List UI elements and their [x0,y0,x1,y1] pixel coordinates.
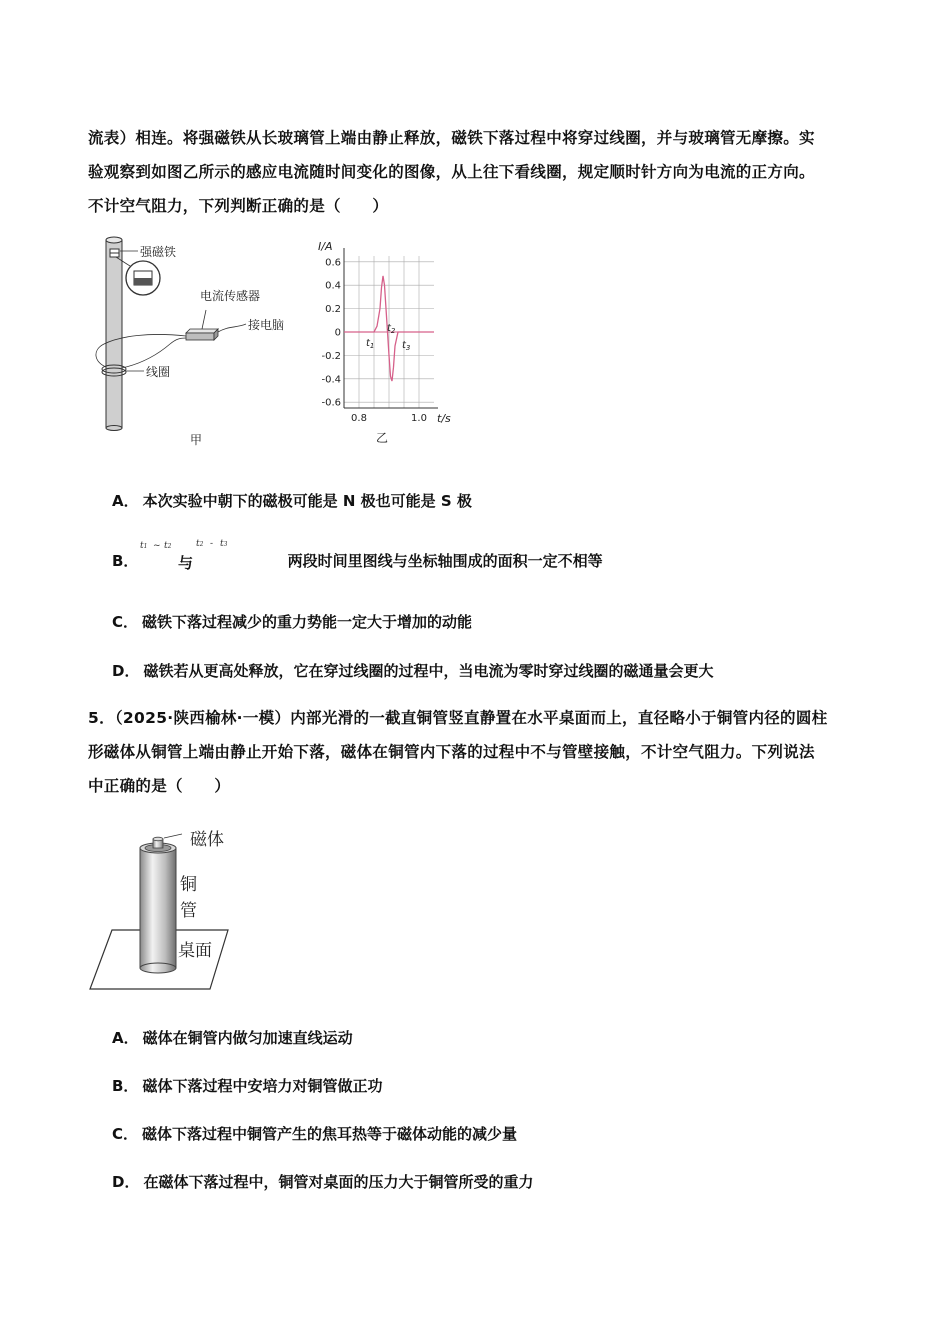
glass-tube-top [106,237,122,243]
q5-option-c[interactable] [112,1123,517,1144]
label-tube-2: 管 [180,901,197,921]
x-tick-label: 0.8 [351,413,367,424]
option-label: A． [112,492,139,510]
label-table: 桌面 [178,941,212,961]
q5-option-d[interactable] [112,1171,533,1192]
option-text: 在磁体下落过程中，铜管对桌面的压力大于铜管所受的重力 [143,1173,534,1191]
q5-stem-line3: 中正确的是（ ） [88,777,231,795]
q4-stem-line2: 验观察到如图乙所示的感应电流随时间变化的图像，从上往下看线圈，规定顺时针方向为电流的正方向。 [88,163,815,181]
y-tick-label: -0.6 [321,397,341,409]
label-sensor: 电流传感器 [200,289,261,303]
option-label: A． [112,1029,139,1047]
figure-jia [90,232,300,452]
range-joiner: 与 [178,554,194,572]
option-label: D． [112,662,140,680]
range1-sep: ~ [153,541,161,551]
range2-end: t3 [220,539,228,549]
glass-tube [106,240,122,428]
y-tick-label: 0.4 [325,280,341,292]
option-text: 两段时间里图线与坐标轴围成的面积一定不相等 [287,552,603,570]
y-tick-label: 0.6 [325,257,341,269]
y-tick-label: 0 [334,327,341,339]
q5-option-a[interactable] [112,1027,353,1048]
range2-start: t2 [196,539,204,549]
q4-option-c[interactable] [112,611,472,632]
y-tick-label: 0.2 [325,304,341,316]
range1-end: t2 [164,541,172,551]
range1-start: t1 [140,541,148,551]
q4-stem-line3: 不计空气阻力，下列判断正确的是（ ） [88,197,389,215]
current-sensor [186,329,218,333]
y-tick-label: -0.2 [321,350,341,362]
chart-xlabel: t/s [437,412,451,425]
copper-tube [140,848,176,968]
option-label: B． [112,552,139,570]
figure-yi-chart [310,236,460,448]
q4-option-b-ranges [136,539,246,572]
option-label: B． [112,1077,139,1095]
y-tick-label: -0.4 [321,374,341,386]
q5-stem [88,701,868,803]
label-coil: 线圈 [146,365,171,379]
option-text: 磁铁下落过程减少的重力势能一定大于增加的动能 [142,613,473,631]
q5-stem-line1: 5．（2025·陕西榆林·一模）内部光滑的一截直铜管竖直静置在水平桌面而上，直径略小于铜管内径的圆柱 [88,709,828,727]
label-computer: 接电脑 [248,318,285,332]
option-label: D． [112,1173,140,1191]
caption-jia: 甲 [190,433,203,447]
option-text: 磁体下落过程中铜管产生的焦耳热等于磁体动能的减少量 [142,1125,518,1143]
x-tick-label: 1.0 [411,413,427,424]
q5-figure-copper-tube [86,824,246,994]
chart-ylabel: I/A [318,240,333,253]
option-text: 本次实验中朝下的磁极可能是 N 极也可能是 S 极 [142,492,472,510]
option-text: 磁体在铜管内做匀加速直线运动 [142,1029,353,1047]
label-magnet-body: 磁体 [190,830,224,850]
option-text: 磁体下落过程中安培力对铜管做正功 [142,1077,383,1095]
label-magnet: 强磁铁 [140,245,177,259]
q4-option-a[interactable] [112,490,472,511]
option-label: C． [112,1125,139,1143]
label-tube-1: 铜 [180,875,197,895]
q5-option-b[interactable] [112,1075,382,1096]
t2-label: $t_2$ [387,323,396,335]
q4-stem-line1: 流表）相连。将强磁铁从长玻璃管上端由静止释放，磁铁下落过程中将穿过线圈，并与玻璃管无摩擦。实 [88,129,815,147]
chart-caption: 乙 [376,431,389,445]
q4-stem [88,121,868,223]
option-label: C． [112,613,139,631]
q4-option-d[interactable] [112,660,713,681]
t1-label: $t_1$ [366,338,375,350]
t3-label: $t_3$ [402,340,411,352]
q5-stem-line2: 形磁体从铜管上端由静止开始下落，磁体在铜管内下落的过程中不与管壁接触，不计空气阻力。下列说法 [88,743,815,761]
option-text: 磁铁若从更高处释放，它在穿过线圈的过程中，当电流为零时穿过线圈的磁通量会更大 [143,662,714,680]
range2-sep: - [210,539,214,549]
